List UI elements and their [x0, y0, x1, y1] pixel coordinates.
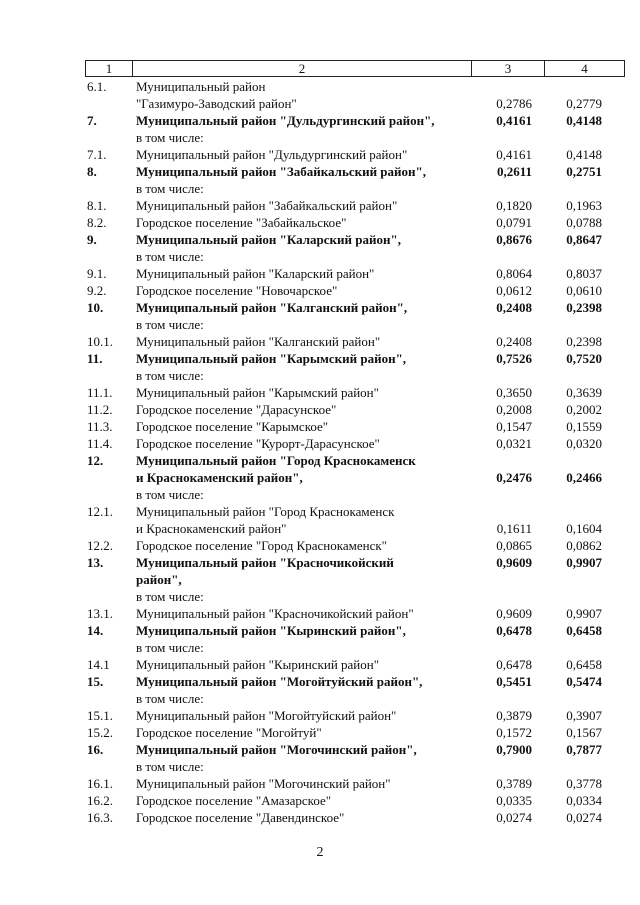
row-name-line: Муниципальный район "Калганский район" — [136, 334, 381, 349]
row-name — [136, 554, 466, 605]
value-col-3 — [466, 197, 540, 214]
table-row — [85, 809, 625, 826]
value-col-3 — [466, 792, 540, 809]
table-row — [85, 605, 625, 622]
value-col-3-text: 0,1572 — [496, 725, 532, 740]
row-name-line: и Краснокаменский район" — [136, 521, 287, 536]
value-col-4 — [540, 163, 610, 197]
value-col-3-text: 0,0321 — [496, 436, 532, 451]
value-col-3-text: 0,0865 — [496, 538, 532, 553]
value-col-4-text: 0,3639 — [566, 385, 602, 400]
row-number: 14.1 — [87, 657, 110, 672]
value-col-3 — [466, 231, 540, 265]
row-number: 9.1. — [87, 266, 107, 281]
row-number: 9.2. — [87, 283, 107, 298]
value-col-3 — [466, 503, 540, 537]
value-col-3 — [466, 435, 540, 452]
value-col-4 — [540, 146, 610, 163]
row-number: 6.1. — [87, 79, 107, 94]
value-col-4 — [540, 792, 610, 809]
row-number: 11.3. — [87, 419, 113, 434]
value-col-3 — [466, 112, 540, 146]
table-row — [85, 112, 625, 146]
row-name — [136, 707, 466, 724]
row-name — [136, 163, 466, 197]
value-col-3-text: 0,2786 — [496, 96, 532, 111]
row-name-line: Городское поселение "Давендинское" — [136, 810, 345, 825]
value-col-4-text: 0,0788 — [566, 215, 602, 230]
row-name — [136, 401, 466, 418]
value-col-3-text: 0,0612 — [496, 283, 532, 298]
table-row — [85, 435, 625, 452]
row-name-line: Муниципальный район — [136, 79, 266, 94]
value-col-3 — [466, 656, 540, 673]
value-col-3 — [466, 537, 540, 554]
table-row — [85, 452, 625, 503]
table-row — [85, 622, 625, 656]
value-col-4 — [540, 112, 610, 146]
header-col-3: 3 — [472, 61, 545, 76]
value-col-3-text: 0,0335 — [496, 793, 532, 808]
table-row — [85, 299, 625, 333]
row-number: 8.2. — [87, 215, 107, 230]
row-subtitle: в том числе: — [136, 589, 204, 604]
row-name-line: Городское поселение "Могойтуй" — [136, 725, 322, 740]
value-col-3-text: 0,1820 — [496, 198, 532, 213]
value-col-3 — [466, 214, 540, 231]
value-col-3 — [466, 299, 540, 333]
row-name-line: Муниципальный район "Забайкальский район", — [136, 164, 426, 179]
table-row — [85, 333, 625, 350]
row-name — [136, 775, 466, 792]
row-name — [136, 197, 466, 214]
value-col-4 — [540, 231, 610, 265]
value-col-4-text: 0,0320 — [566, 436, 602, 451]
row-name-line: район", — [136, 572, 182, 587]
value-col-3 — [466, 622, 540, 656]
row-subtitle: в том числе: — [136, 691, 204, 706]
row-number: 12.1. — [87, 504, 113, 519]
row-name — [136, 724, 466, 741]
row-name-line: Муниципальный район "Дульдургинский район", — [136, 113, 435, 128]
value-col-4-text: 0,2002 — [566, 402, 602, 417]
row-subtitle: в том числе: — [136, 640, 204, 655]
table-row — [85, 214, 625, 231]
value-col-4-text: 0,4148 — [566, 147, 602, 162]
row-name-line: Городское поселение "Карымское" — [136, 419, 329, 434]
row-number: 13. — [87, 555, 104, 570]
value-col-3 — [466, 146, 540, 163]
table-row — [85, 741, 625, 775]
value-col-3 — [466, 78, 540, 112]
value-col-4 — [540, 214, 610, 231]
row-number: 12.2. — [87, 538, 113, 553]
value-col-3-text: 0,0791 — [496, 215, 532, 230]
row-name — [136, 435, 466, 452]
value-col-3-text: 0,2008 — [496, 402, 532, 417]
value-col-4-text: 0,0334 — [566, 793, 602, 808]
row-name-line: Муниципальный район "Карымский район", — [136, 351, 407, 366]
table-row — [85, 197, 625, 214]
row-number: 9. — [87, 232, 97, 247]
row-number: 15.2. — [87, 725, 113, 740]
value-col-4-text: 0,7520 — [566, 351, 602, 366]
row-name — [136, 265, 466, 282]
row-subtitle: в том числе: — [136, 317, 204, 332]
value-col-4 — [540, 333, 610, 350]
row-number: 16.2. — [87, 793, 113, 808]
value-col-4-text: 0,0274 — [566, 810, 602, 825]
value-col-3 — [466, 265, 540, 282]
value-col-4 — [540, 503, 610, 537]
row-name — [136, 656, 466, 673]
value-col-4-text: 0,1963 — [566, 198, 602, 213]
row-name — [136, 112, 466, 146]
value-col-4-text: 0,8647 — [566, 232, 602, 247]
value-col-4 — [540, 775, 610, 792]
row-number: 10. — [87, 300, 104, 315]
row-number: 11.1. — [87, 385, 113, 400]
value-col-3-text: 0,2408 — [496, 334, 532, 349]
table-row — [85, 163, 625, 197]
row-number: 15. — [87, 674, 104, 689]
row-number: 16. — [87, 742, 104, 757]
header-col-1: 1 — [86, 61, 133, 76]
row-name — [136, 503, 466, 537]
value-col-3-text: 0,4161 — [496, 147, 532, 162]
value-col-3 — [466, 418, 540, 435]
table-header-row — [85, 60, 625, 77]
value-col-3-text: 0,7526 — [496, 351, 532, 366]
row-number: 11.4. — [87, 436, 113, 451]
value-col-4-text: 0,5474 — [566, 674, 602, 689]
value-col-3 — [466, 163, 540, 197]
header-col-2: 2 — [133, 61, 472, 76]
value-col-4 — [540, 673, 610, 707]
value-col-3-text: 0,2611 — [496, 164, 532, 179]
value-col-4 — [540, 282, 610, 299]
row-subtitle: в том числе: — [136, 487, 204, 502]
row-name — [136, 78, 466, 112]
row-name-line: Муниципальный район "Кыринский район", — [136, 623, 406, 638]
value-col-4-text: 0,6458 — [566, 623, 602, 638]
table-row — [85, 673, 625, 707]
value-col-4-text: 0,1567 — [566, 725, 602, 740]
row-number: 10.1. — [87, 334, 113, 349]
value-col-4 — [540, 265, 610, 282]
value-col-4 — [540, 384, 610, 401]
table-row — [85, 656, 625, 673]
table-body — [85, 78, 625, 826]
value-col-3 — [466, 350, 540, 384]
row-name — [136, 792, 466, 809]
value-col-4 — [540, 605, 610, 622]
value-col-3-text: 0,4161 — [496, 113, 532, 128]
value-col-3 — [466, 333, 540, 350]
row-name — [136, 809, 466, 826]
value-col-4 — [540, 452, 610, 503]
value-col-4 — [540, 554, 610, 605]
row-subtitle: в том числе: — [136, 130, 204, 145]
value-col-4-text: 0,3778 — [566, 776, 602, 791]
row-subtitle: в том числе: — [136, 249, 204, 264]
value-col-3 — [466, 707, 540, 724]
row-subtitle: в том числе: — [136, 759, 204, 774]
value-col-3 — [466, 809, 540, 826]
row-name — [136, 231, 466, 265]
value-col-4 — [540, 435, 610, 452]
value-col-4 — [540, 724, 610, 741]
value-col-4-text: 0,2751 — [566, 164, 602, 179]
value-col-4-text: 0,1559 — [566, 419, 602, 434]
value-col-3-text: 0,6478 — [496, 657, 532, 672]
value-col-3-text: 0,0274 — [496, 810, 532, 825]
row-name-line: Муниципальный район "Город Краснокаменск — [136, 504, 395, 519]
value-col-3-text: 0,1611 — [496, 521, 532, 536]
row-name — [136, 452, 466, 503]
row-number: 8.1. — [87, 198, 107, 213]
value-col-4-text: 0,9907 — [566, 555, 602, 570]
value-col-3 — [466, 673, 540, 707]
value-col-3-text: 0,2476 — [496, 470, 532, 485]
table-row — [85, 265, 625, 282]
value-col-3 — [466, 401, 540, 418]
row-name-line: Муниципальный район "Красночикойский — [136, 555, 394, 570]
row-name-line: Городское поселение "Город Краснокаменск" — [136, 538, 387, 553]
value-col-4 — [540, 299, 610, 333]
row-name-line: Муниципальный район "Город Краснокаменск — [136, 453, 416, 468]
table-row — [85, 231, 625, 265]
row-number: 11.2. — [87, 402, 113, 417]
row-name-line: Муниципальный район "Каларский район", — [136, 232, 401, 247]
table-row — [85, 146, 625, 163]
table-row — [85, 775, 625, 792]
table-row — [85, 792, 625, 809]
row-name-line: Городское поселение "Амазарское" — [136, 793, 332, 808]
table-row — [85, 282, 625, 299]
row-number: 7.1. — [87, 147, 107, 162]
value-col-4 — [540, 537, 610, 554]
row-number: 12. — [87, 453, 104, 468]
value-col-3 — [466, 775, 540, 792]
value-col-3-text: 0,9609 — [496, 555, 532, 570]
row-number: 15.1. — [87, 708, 113, 723]
row-name — [136, 333, 466, 350]
value-col-3-text: 0,1547 — [496, 419, 532, 434]
row-number: 16.3. — [87, 810, 113, 825]
page-number: 2 — [316, 845, 324, 860]
value-col-4 — [540, 401, 610, 418]
row-number: 14. — [87, 623, 104, 638]
value-col-4 — [540, 656, 610, 673]
value-col-3-text: 0,5451 — [496, 674, 532, 689]
value-col-4 — [540, 741, 610, 775]
row-subtitle: в том числе: — [136, 181, 204, 196]
row-number: 11. — [87, 351, 103, 366]
value-col-3 — [466, 741, 540, 775]
row-name — [136, 605, 466, 622]
value-col-4-text: 0,2398 — [566, 334, 602, 349]
row-name-line: Муниципальный район "Забайкальский район" — [136, 198, 398, 213]
value-col-4 — [540, 350, 610, 384]
value-col-4-text: 0,2398 — [566, 300, 602, 315]
value-col-3 — [466, 384, 540, 401]
row-name — [136, 146, 466, 163]
table-row — [85, 724, 625, 741]
value-col-4 — [540, 418, 610, 435]
row-name-line: Муниципальный район "Красночикойский район" — [136, 606, 414, 621]
row-name — [136, 384, 466, 401]
row-name-line: Городское поселение "Курорт-Дарасунское" — [136, 436, 380, 451]
table-row — [85, 384, 625, 401]
value-col-3 — [466, 605, 540, 622]
table-row — [85, 707, 625, 724]
table-row — [85, 350, 625, 384]
row-name-line: Городское поселение "Новочарское" — [136, 283, 338, 298]
table-row — [85, 503, 625, 537]
row-name-line: Городское поселение "Дарасунское" — [136, 402, 337, 417]
value-col-4 — [540, 809, 610, 826]
header-col-4: 4 — [581, 61, 588, 76]
value-col-3 — [466, 554, 540, 605]
value-col-3 — [466, 282, 540, 299]
row-name-line: Муниципальный район "Могойтуйский район", — [136, 674, 423, 689]
value-col-3-text: 0,8064 — [496, 266, 532, 281]
value-col-4 — [540, 197, 610, 214]
value-col-4-text: 0,4148 — [566, 113, 602, 128]
row-name — [136, 673, 466, 707]
row-name-line: "Газимуро-Заводский район" — [136, 96, 297, 111]
row-name — [136, 418, 466, 435]
value-col-3-text: 0,8676 — [496, 232, 532, 247]
value-col-4-text: 0,8037 — [566, 266, 602, 281]
row-name-line: Городское поселение "Забайкальское" — [136, 215, 347, 230]
row-number: 13.1. — [87, 606, 113, 621]
row-number: 7. — [87, 113, 97, 128]
value-col-3 — [466, 452, 540, 503]
row-name — [136, 537, 466, 554]
table-row — [85, 554, 625, 605]
row-name-line: и Краснокаменский район", — [136, 470, 303, 485]
value-col-3-text: 0,9609 — [496, 606, 532, 621]
value-col-4-text: 0,0862 — [566, 538, 602, 553]
row-name-line: Муниципальный район "Калганский район", — [136, 300, 408, 315]
row-name-line: Муниципальный район "Каларский район" — [136, 266, 375, 281]
value-col-3-text: 0,3879 — [496, 708, 532, 723]
value-col-4-text: 0,0610 — [566, 283, 602, 298]
value-col-3 — [466, 724, 540, 741]
row-name — [136, 214, 466, 231]
value-col-3-text: 0,3650 — [496, 385, 532, 400]
row-name — [136, 299, 466, 333]
value-col-4 — [540, 707, 610, 724]
value-col-4 — [540, 622, 610, 656]
value-col-4-text: 0,7877 — [566, 742, 602, 757]
value-col-4-text: 0,2466 — [566, 470, 602, 485]
row-name — [136, 350, 466, 384]
row-name — [136, 282, 466, 299]
row-name-line: Муниципальный район "Могойтуйский район" — [136, 708, 397, 723]
row-subtitle: в том числе: — [136, 368, 204, 383]
row-name-line: Муниципальный район "Могочинский район" — [136, 776, 391, 791]
row-name-line: Муниципальный район "Кыринский район" — [136, 657, 380, 672]
value-col-4-text: 0,3907 — [566, 708, 602, 723]
row-name-line: Муниципальный район "Могочинский район", — [136, 742, 417, 757]
row-name-line: Муниципальный район "Дульдургинский район" — [136, 147, 408, 162]
value-col-3-text: 0,2408 — [496, 300, 532, 315]
row-name — [136, 622, 466, 656]
table-row — [85, 418, 625, 435]
table-row — [85, 78, 625, 112]
value-col-3-text: 0,7900 — [496, 742, 532, 757]
value-col-4-text: 0,2779 — [566, 96, 602, 111]
value-col-3-text: 0,3789 — [496, 776, 532, 791]
table-row — [85, 537, 625, 554]
value-col-3-text: 0,6478 — [496, 623, 532, 638]
row-name — [136, 741, 466, 775]
value-col-4-text: 0,6458 — [566, 657, 602, 672]
row-number: 16.1. — [87, 776, 113, 791]
table-row — [85, 401, 625, 418]
value-col-4-text: 0,1604 — [566, 521, 602, 536]
value-col-4 — [540, 78, 610, 112]
row-name-line: Муниципальный район "Карымский район" — [136, 385, 379, 400]
row-number: 8. — [87, 164, 97, 179]
value-col-4-text: 0,9907 — [566, 606, 602, 621]
